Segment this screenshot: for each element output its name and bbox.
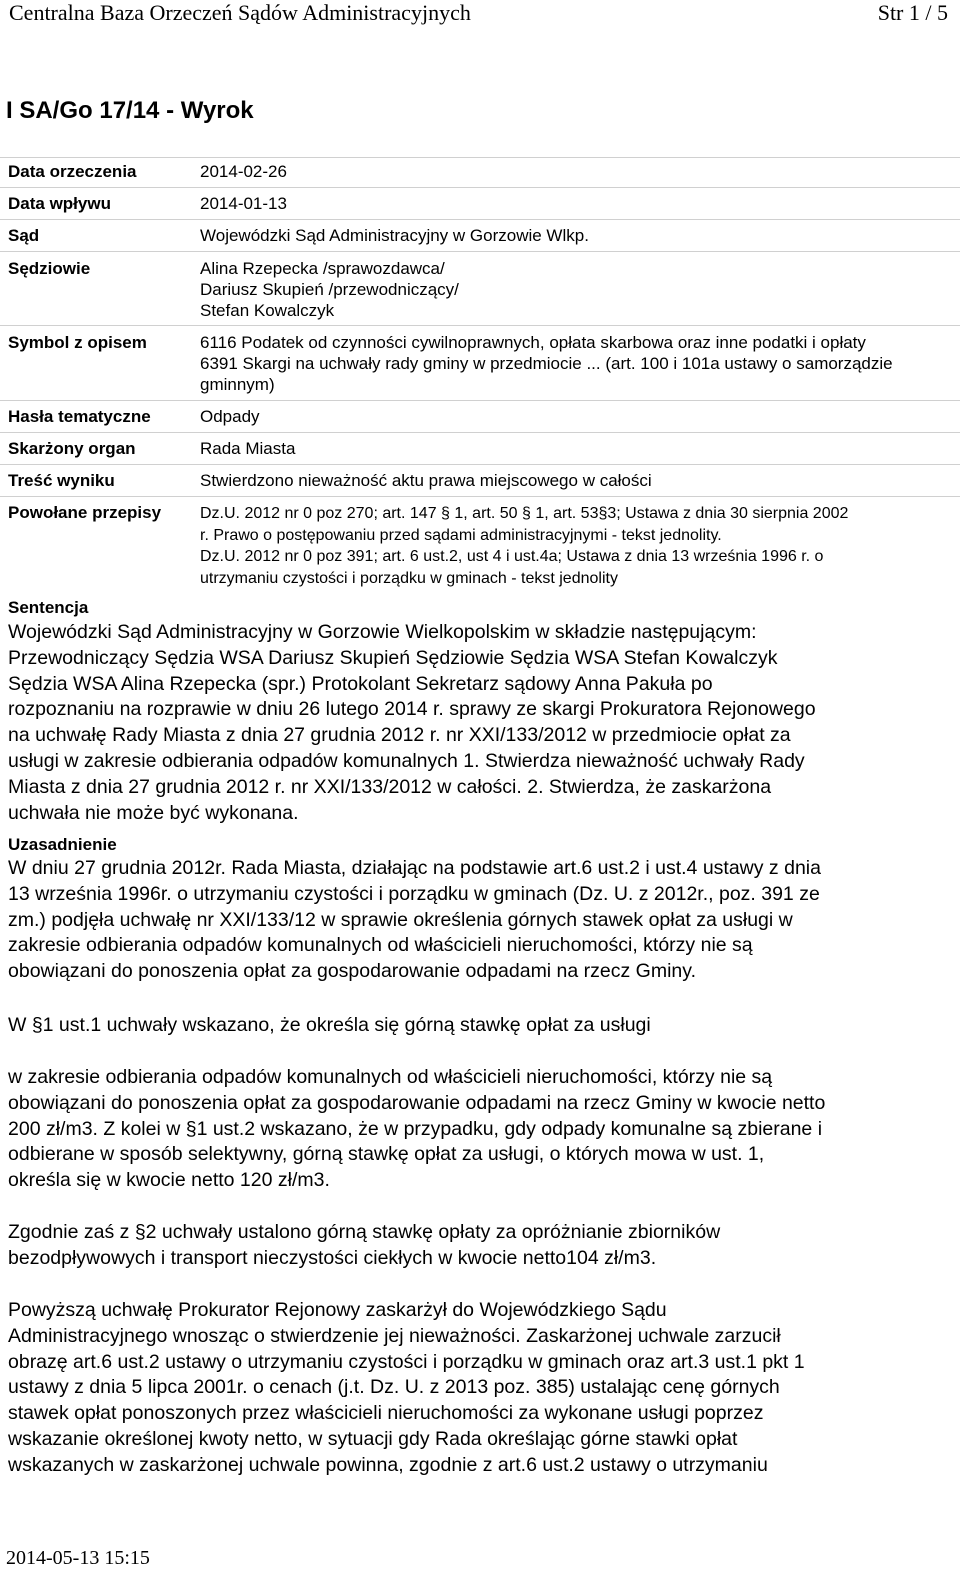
meta-label: Sąd	[8, 226, 40, 245]
divider	[0, 400, 960, 401]
footer-timestamp: 2014-05-13 15:15	[6, 1547, 150, 1569]
uzasadnienie-paragraph: Powyższą uchwałę Prokurator Rejonowy zaskarżył do Wojewódzkiego Sądu Administracyjnego wnosząc o stwierdzenie jej nieważności. Zaskarżonej uchwale zarzucił obrazę art.6 ust.2 ustawy o utrzymaniu czystości i porządku w gminach oraz art.3 ust.1 pkt 1 ustawy z dnia 5 lipca 2001r. o cenach (j.t. Dz. U. z 2013 poz. 385) ustalając cenę górnych stawek opłat ponoszonych przez właścicieli nieruchomości za wykonane usługi poprzez wskazanie określonej kwoty netto, w sytuacji gdy Rada określając górne stawki opłat wskazanych w zaskarżonej uchwale powinna, zgodnie z art.6 ust.2 ustawy o utrzymaniu	[8, 1299, 805, 1476]
meta-label: Hasła tematyczne	[8, 407, 151, 426]
document-title: I SA/Go 17/14 - Wyrok	[6, 97, 254, 124]
site-title: Centralna Baza Orzeczeń Sądów Administracyjnych	[9, 0, 471, 25]
divider	[0, 325, 960, 326]
powolane-przepisy-value: Dz.U. 2012 nr 0 poz 270; art. 147 § 1, art. 50 § 1, art. 53§3; Ustawa z dnia 30 sierpnia 2002 r. Prawo o postępowaniu przed sądami administracyjnymi - tekst jednolity. Dz.U. 2012 nr 0 poz 391; art. 6 ust.2, ust 4 i ust.4a; Ustawa z dnia 13 września 1996 r. o utrzymaniu czystości i porządku w gminach - tekst jednolity	[200, 505, 849, 587]
meta-value: Stwierdzono nieważność aktu prawa miejscowego w całości	[200, 471, 652, 490]
divider	[0, 157, 960, 158]
uzasadnienie-paragraph: Zgodnie zaś z §2 uchwały ustalono górną stawkę opłaty za opróżnianie zbiorników bezodpływowych i transport nieczystości ciekłych w kwocie netto104 zł/m3.	[8, 1221, 721, 1269]
uzasadnienie-paragraph: w zakresie odbierania odpadów komunalnych od właścicieli nieruchomości, którzy nie są obowiązani do ponoszenia opłat za gospodarowanie odpadami na rzecz Gminy w kwocie netto 200 zł/m3. Z kolei w §1 ust.2 wskazano, że w przypadku, gdy odpady komunalne są zbierane i odbierane w sposób selektywny, górną stawkę opłat za usługi, o których mowa w ust. 1, określa się w kwocie netto 120 zł/m3.	[8, 1066, 826, 1192]
meta-label: Skarżony organ	[8, 439, 136, 458]
sentencja-text: Wojewódzki Sąd Administracyjny w Gorzowie Wielkopolskim w składzie następującym: Przewodniczący Sędzia WSA Dariusz Skupień Sędziowie Sędzia WSA Stefan Kowalczyk Sędzia WSA Alina Rzepecka (spr.) Protokolant Sekretarz sądowy Anna Pakuła po rozpoznaniu na rozprawie w dniu 26 lutego 2014 r. sprawy ze skargi Prokuratora Rejonowego na uchwałę Rady Miasta z dnia 27 grudnia 2012 r. nr XXI/133/2012 w przedmiocie opłat za usługi w zakresie odbierania odpadów komunalnych 1. Stwierdza nieważność uchwały Rady Miasta z dnia 27 grudnia 2012 r. nr XXI/133/2012 w całości. 2. Stwierdza, że zaskarżona uchwała nie może być wykonana.	[8, 621, 816, 824]
divider	[0, 251, 960, 252]
meta-value: 2014-01-13	[200, 194, 287, 213]
uzasadnienie-paragraph: W §1 ust.1 uchwały wskazano, że określa się górną stawkę opłat za usługi	[8, 1014, 651, 1036]
divider	[0, 187, 960, 188]
page-indicator: Str 1 / 5	[877, 0, 948, 25]
meta-label: Treść wyniku	[8, 471, 115, 490]
uzasadnienie-paragraph: W dniu 27 grudnia 2012r. Rada Miasta, działając na podstawie art.6 ust.2 i ust.4 ustawy z dnia 13 września 1996r. o utrzymaniu czystości i porządku w gminach (Dz. U. z 2012r., poz. 391 ze zm.) podjęła uchwałę nr XXI/133/12 w sprawie określenia górnych stawek opłat za usługi w zakresie odbierania odpadów komunalnych od właścicieli nieruchomości, którzy nie są obowiązani do ponoszenia opłat za gospodarowanie odpadami na rzecz Gminy.	[8, 857, 821, 983]
uzasadnienie-heading: Uzasadnienie	[8, 835, 117, 854]
divider	[0, 219, 960, 220]
meta-value: Alina Rzepecka /sprawozdawca/ Dariusz Skupień /przewodniczący/ Stefan Kowalczyk	[200, 259, 459, 320]
meta-value: Odpady	[200, 407, 260, 426]
divider	[0, 496, 960, 497]
page-header	[0, 0, 960, 28]
meta-label: Data orzeczenia	[8, 162, 137, 181]
divider	[0, 432, 960, 433]
powolane-przepisy-label: Powołane przepisy	[8, 503, 162, 522]
meta-value: 2014-02-26	[200, 162, 287, 181]
meta-value: Wojewódzki Sąd Administracyjny w Gorzowie Wlkp.	[200, 226, 589, 245]
divider	[0, 464, 960, 465]
meta-value: Rada Miasta	[200, 439, 296, 458]
meta-label: Data wpływu	[8, 194, 111, 213]
meta-value: 6116 Podatek od czynności cywilnoprawnych, opłata skarbowa oraz inne podatki i opłaty 6391 Skargi na uchwały rady gminy w przedmiocie ... (art. 100 i 101a ustawy o samorządzie gminnym)	[200, 333, 893, 394]
meta-label: Symbol z opisem	[8, 333, 147, 352]
sentencja-heading: Sentencja	[8, 598, 89, 617]
meta-label: Sędziowie	[8, 259, 91, 278]
